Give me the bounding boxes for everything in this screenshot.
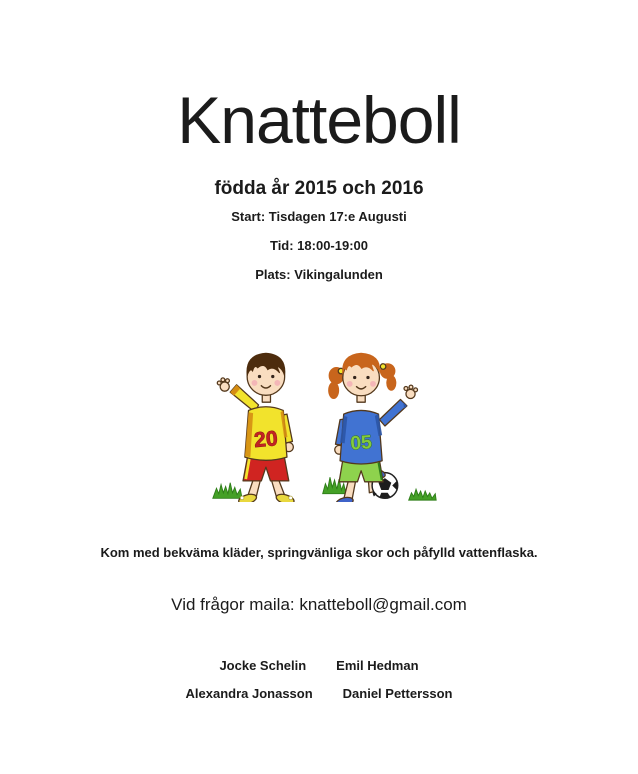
organizer-row — [0, 686, 638, 702]
detail-place: Plats: Vikingalunden — [255, 266, 383, 282]
boy-jersey-number: 20 — [253, 427, 279, 453]
organizer-list — [0, 658, 638, 702]
organizer-name: Emil Hedman — [336, 657, 419, 673]
detail-time: Tid: 18:00-19:00 — [269, 237, 369, 253]
organizer-name: Jocke Schelin — [219, 657, 307, 673]
subtitle-birth-years: födda år 2015 och 2016 — [214, 177, 424, 199]
contact-email-line: Vid frågor maila: knatteboll@gmail.com — [171, 594, 467, 614]
page-title: Knatteboll — [177, 83, 461, 157]
boy-figure — [217, 353, 295, 502]
girl-figure — [329, 353, 418, 502]
organizer-name: Alexandra Jonasson — [185, 685, 313, 701]
organizer-name: Daniel Pettersson — [342, 685, 453, 701]
organizer-row — [0, 658, 638, 674]
detail-start-date: Start: Tisdagen 17:e Augusti — [231, 208, 407, 224]
children-soccer-illustration — [200, 328, 438, 502]
girl-jersey-number: 05 — [349, 432, 373, 455]
equipment-note: Kom med bekväma kläder, springvänliga skor och påfylld vattenflaska. — [100, 544, 538, 560]
grass-tuft-right — [409, 489, 436, 500]
